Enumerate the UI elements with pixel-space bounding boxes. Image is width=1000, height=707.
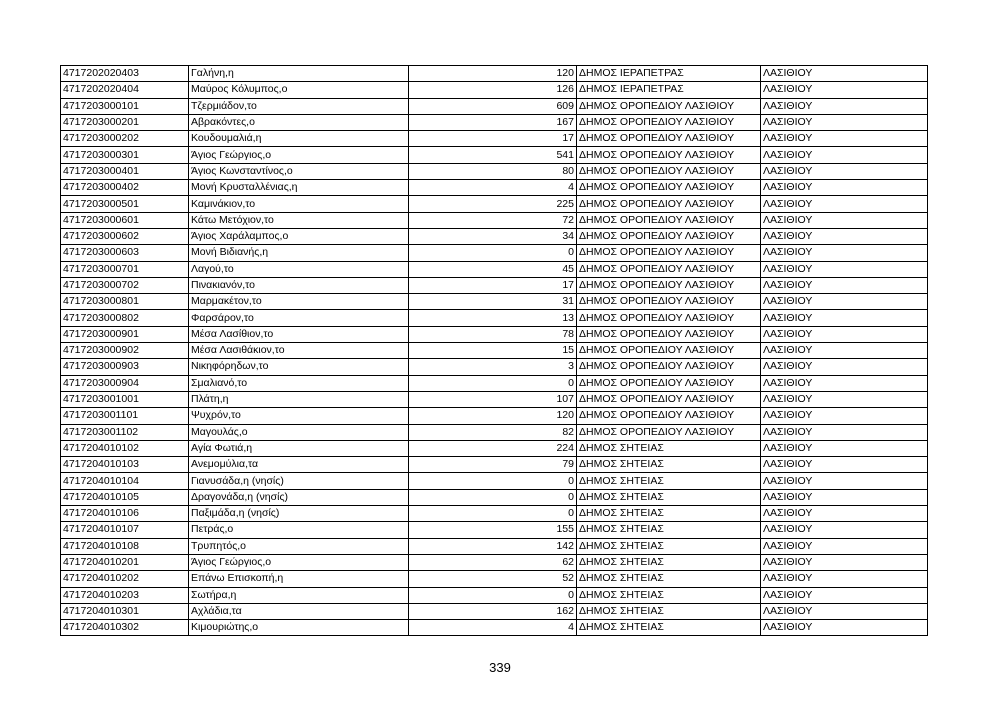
settlement-name-cell: Ανεμομύλια,τα: [189, 457, 409, 473]
municipality-cell: ΔΗΜΟΣ ΣΗΤΕΙΑΣ: [577, 603, 761, 619]
code-cell: 4717203000501: [61, 196, 189, 212]
code-cell: 4717203000802: [61, 310, 189, 326]
region-cell: ΛΑΣΙΘΙΟΥ: [761, 98, 928, 114]
table-row: [61, 424, 928, 440]
table-row: [61, 359, 928, 375]
settlement-name-cell: Μαγουλάς,ο: [189, 424, 409, 440]
municipality-cell: ΔΗΜΟΣ ΟΡΟΠΕΔΙΟΥ ΛΑΣΙΘΙΟΥ: [577, 245, 761, 261]
municipality-cell: ΔΗΜΟΣ ΟΡΟΠΕΔΙΟΥ ΛΑΣΙΘΙΟΥ: [577, 375, 761, 391]
settlement-name-cell: Μονή Βιδιανής,η: [189, 245, 409, 261]
code-cell: 4717204010106: [61, 506, 189, 522]
region-cell: ΛΑΣΙΘΙΟΥ: [761, 457, 928, 473]
municipality-cell: ΔΗΜΟΣ ΟΡΟΠΕΔΙΟΥ ΛΑΣΙΘΙΟΥ: [577, 212, 761, 228]
region-cell: ΛΑΣΙΘΙΟΥ: [761, 131, 928, 147]
population-cell: 72: [409, 212, 577, 228]
table-row: [61, 196, 928, 212]
region-cell: ΛΑΣΙΘΙΟΥ: [761, 489, 928, 505]
population-cell: 0: [409, 489, 577, 505]
municipality-cell: ΔΗΜΟΣ ΟΡΟΠΕΔΙΟΥ ΛΑΣΙΘΙΟΥ: [577, 114, 761, 130]
population-cell: 107: [409, 391, 577, 407]
municipality-cell: ΔΗΜΟΣ ΟΡΟΠΕΔΙΟΥ ΛΑΣΙΘΙΟΥ: [577, 261, 761, 277]
population-cell: 13: [409, 310, 577, 326]
municipality-cell: ΔΗΜΟΣ ΟΡΟΠΕΔΙΟΥ ΛΑΣΙΘΙΟΥ: [577, 147, 761, 163]
table-row: [61, 587, 928, 603]
municipality-cell: ΔΗΜΟΣ ΟΡΟΠΕΔΙΟΥ ΛΑΣΙΘΙΟΥ: [577, 196, 761, 212]
settlement-name-cell: Φαρσάρον,το: [189, 310, 409, 326]
settlement-name-cell: Νικηφόρηδων,το: [189, 359, 409, 375]
municipality-cell: ΔΗΜΟΣ ΟΡΟΠΕΔΙΟΥ ΛΑΣΙΘΙΟΥ: [577, 343, 761, 359]
table-row: [61, 408, 928, 424]
settlement-name-cell: Άγιος Χαράλαμπος,ο: [189, 228, 409, 244]
settlement-name-cell: Αγία Φωτιά,η: [189, 440, 409, 456]
municipality-cell: ΔΗΜΟΣ ΟΡΟΠΕΔΙΟΥ ΛΑΣΙΘΙΟΥ: [577, 277, 761, 293]
code-cell: 4717203000301: [61, 147, 189, 163]
population-cell: 62: [409, 554, 577, 570]
table-row: [61, 343, 928, 359]
table-row: [61, 326, 928, 342]
population-cell: 167: [409, 114, 577, 130]
table-row: [61, 310, 928, 326]
table-row: [61, 82, 928, 98]
settlement-name-cell: Αχλάδια,τα: [189, 603, 409, 619]
region-cell: ΛΑΣΙΘΙΟΥ: [761, 587, 928, 603]
settlement-name-cell: Λαγού,το: [189, 261, 409, 277]
population-cell: 17: [409, 277, 577, 293]
population-cell: 142: [409, 538, 577, 554]
region-cell: ΛΑΣΙΘΙΟΥ: [761, 603, 928, 619]
region-cell: ΛΑΣΙΘΙΟΥ: [761, 571, 928, 587]
table-row: [61, 554, 928, 570]
code-cell: 4717203000801: [61, 294, 189, 310]
table-row: [61, 620, 928, 636]
code-cell: 4717203000202: [61, 131, 189, 147]
region-cell: ΛΑΣΙΘΙΟΥ: [761, 408, 928, 424]
code-cell: 4717204010108: [61, 538, 189, 554]
municipality-cell: ΔΗΜΟΣ ΙΕΡΑΠΕΤΡΑΣ: [577, 66, 761, 82]
code-cell: 4717203000603: [61, 245, 189, 261]
code-cell: 4717204010201: [61, 554, 189, 570]
region-cell: ΛΑΣΙΘΙΟΥ: [761, 424, 928, 440]
settlement-name-cell: Σμαλιανό,το: [189, 375, 409, 391]
settlement-name-cell: Κουδουμαλιά,η: [189, 131, 409, 147]
code-cell: 4717203000904: [61, 375, 189, 391]
municipality-cell: ΔΗΜΟΣ ΣΗΤΕΙΑΣ: [577, 489, 761, 505]
code-cell: 4717204010105: [61, 489, 189, 505]
settlement-name-cell: Γαλήνη,η: [189, 66, 409, 82]
municipality-cell: ΔΗΜΟΣ ΟΡΟΠΕΔΙΟΥ ΛΑΣΙΘΙΟΥ: [577, 180, 761, 196]
table-row: [61, 114, 928, 130]
population-cell: 155: [409, 522, 577, 538]
region-cell: ΛΑΣΙΘΙΟΥ: [761, 620, 928, 636]
settlement-name-cell: Κιμουριώτης,ο: [189, 620, 409, 636]
settlement-name-cell: Τζερμιάδον,το: [189, 98, 409, 114]
table-row: [61, 131, 928, 147]
region-cell: ΛΑΣΙΘΙΟΥ: [761, 391, 928, 407]
code-cell: 4717203000903: [61, 359, 189, 375]
municipality-cell: ΔΗΜΟΣ ΟΡΟΠΕΔΙΟΥ ΛΑΣΙΘΙΟΥ: [577, 163, 761, 179]
table-row: [61, 212, 928, 228]
municipality-cell: ΔΗΜΟΣ ΟΡΟΠΕΔΙΟΥ ΛΑΣΙΘΙΟΥ: [577, 98, 761, 114]
region-cell: ΛΑΣΙΘΙΟΥ: [761, 522, 928, 538]
settlement-name-cell: Κάτω Μετόχιον,το: [189, 212, 409, 228]
region-cell: ΛΑΣΙΘΙΟΥ: [761, 163, 928, 179]
settlement-name-cell: Μαρμακέτον,το: [189, 294, 409, 310]
settlement-name-cell: Αβρακόντες,ο: [189, 114, 409, 130]
municipality-cell: ΔΗΜΟΣ ΟΡΟΠΕΔΙΟΥ ΛΑΣΙΘΙΟΥ: [577, 228, 761, 244]
code-cell: 4717203001001: [61, 391, 189, 407]
settlement-name-cell: Τρυπητός,ο: [189, 538, 409, 554]
municipality-cell: ΔΗΜΟΣ ΣΗΤΕΙΑΣ: [577, 620, 761, 636]
page-number: 339: [489, 660, 511, 675]
municipality-cell: ΔΗΜΟΣ ΟΡΟΠΕΔΙΟΥ ΛΑΣΙΘΙΟΥ: [577, 310, 761, 326]
table-row: [61, 391, 928, 407]
code-cell: 4717204010107: [61, 522, 189, 538]
settlement-name-cell: Άγιος Γεώργιος,ο: [189, 147, 409, 163]
code-cell: 4717203000402: [61, 180, 189, 196]
code-cell: 4717204010301: [61, 603, 189, 619]
region-cell: ΛΑΣΙΘΙΟΥ: [761, 375, 928, 391]
code-cell: 4717204010104: [61, 473, 189, 489]
population-cell: 0: [409, 587, 577, 603]
population-cell: 120: [409, 66, 577, 82]
municipality-cell: ΔΗΜΟΣ ΣΗΤΕΙΑΣ: [577, 440, 761, 456]
municipality-cell: ΔΗΜΟΣ ΣΗΤΕΙΑΣ: [577, 587, 761, 603]
code-cell: 4717203000201: [61, 114, 189, 130]
table-row: [61, 522, 928, 538]
region-cell: ΛΑΣΙΘΙΟΥ: [761, 66, 928, 82]
settlement-name-cell: Μέσα Λασίθιον,το: [189, 326, 409, 342]
population-cell: 15: [409, 343, 577, 359]
region-cell: ΛΑΣΙΘΙΟΥ: [761, 310, 928, 326]
table-row: [61, 180, 928, 196]
table-row: [61, 506, 928, 522]
population-cell: 609: [409, 98, 577, 114]
table-row: [61, 147, 928, 163]
table-row: [61, 163, 928, 179]
table-row: [61, 98, 928, 114]
region-cell: ΛΑΣΙΘΙΟΥ: [761, 180, 928, 196]
population-cell: 225: [409, 196, 577, 212]
population-cell: 79: [409, 457, 577, 473]
settlement-name-cell: Σωτήρα,η: [189, 587, 409, 603]
settlement-name-cell: Γιανυσάδα,η (νησίς): [189, 473, 409, 489]
region-cell: ΛΑΣΙΘΙΟΥ: [761, 196, 928, 212]
population-cell: 78: [409, 326, 577, 342]
municipality-cell: ΔΗΜΟΣ ΣΗΤΕΙΑΣ: [577, 506, 761, 522]
population-cell: 162: [409, 603, 577, 619]
code-cell: 4717203000602: [61, 228, 189, 244]
region-cell: ΛΑΣΙΘΙΟΥ: [761, 114, 928, 130]
code-cell: 4717203001101: [61, 408, 189, 424]
settlement-name-cell: Άγιος Γεώργιος,ο: [189, 554, 409, 570]
settlement-name-cell: Καμινάκιον,το: [189, 196, 409, 212]
population-cell: 31: [409, 294, 577, 310]
population-cell: 126: [409, 82, 577, 98]
population-cell: 224: [409, 440, 577, 456]
municipality-cell: ΔΗΜΟΣ ΣΗΤΕΙΑΣ: [577, 554, 761, 570]
region-cell: ΛΑΣΙΘΙΟΥ: [761, 506, 928, 522]
population-cell: 0: [409, 375, 577, 391]
table-row: [61, 277, 928, 293]
table-row: [61, 489, 928, 505]
table-row: [61, 228, 928, 244]
settlements-table: [60, 65, 928, 636]
population-cell: 17: [409, 131, 577, 147]
municipality-cell: ΔΗΜΟΣ ΟΡΟΠΕΔΙΟΥ ΛΑΣΙΘΙΟΥ: [577, 391, 761, 407]
settlement-name-cell: Ψυχρόν,το: [189, 408, 409, 424]
municipality-cell: ΔΗΜΟΣ ΟΡΟΠΕΔΙΟΥ ΛΑΣΙΘΙΟΥ: [577, 424, 761, 440]
table-row: [61, 440, 928, 456]
municipality-cell: ΔΗΜΟΣ ΟΡΟΠΕΔΙΟΥ ΛΑΣΙΘΙΟΥ: [577, 326, 761, 342]
municipality-cell: ΔΗΜΟΣ ΟΡΟΠΕΔΙΟΥ ΛΑΣΙΘΙΟΥ: [577, 131, 761, 147]
table-row: [61, 538, 928, 554]
code-cell: 4717203001102: [61, 424, 189, 440]
table-row: [61, 603, 928, 619]
municipality-cell: ΔΗΜΟΣ ΙΕΡΑΠΕΤΡΑΣ: [577, 82, 761, 98]
municipality-cell: ΔΗΜΟΣ ΟΡΟΠΕΔΙΟΥ ΛΑΣΙΘΙΟΥ: [577, 359, 761, 375]
settlement-name-cell: Μαύρος Κόλυμπος,ο: [189, 82, 409, 98]
region-cell: ΛΑΣΙΘΙΟΥ: [761, 343, 928, 359]
settlement-name-cell: Δραγονάδα,η (νησίς): [189, 489, 409, 505]
code-cell: 4717204010102: [61, 440, 189, 456]
table-row: [61, 245, 928, 261]
population-cell: 4: [409, 620, 577, 636]
municipality-cell: ΔΗΜΟΣ ΣΗΤΕΙΑΣ: [577, 522, 761, 538]
code-cell: 4717203000701: [61, 261, 189, 277]
table-row: [61, 571, 928, 587]
region-cell: ΛΑΣΙΘΙΟΥ: [761, 554, 928, 570]
region-cell: ΛΑΣΙΘΙΟΥ: [761, 212, 928, 228]
settlement-name-cell: Άγιος Κωνσταντίνος,ο: [189, 163, 409, 179]
table-row: [61, 457, 928, 473]
code-cell: 4717202020404: [61, 82, 189, 98]
population-cell: 4: [409, 180, 577, 196]
municipality-cell: ΔΗΜΟΣ ΣΗΤΕΙΑΣ: [577, 571, 761, 587]
region-cell: ΛΑΣΙΘΙΟΥ: [761, 538, 928, 554]
settlement-name-cell: Πινακιανόν,το: [189, 277, 409, 293]
population-cell: 0: [409, 245, 577, 261]
code-cell: 4717204010302: [61, 620, 189, 636]
region-cell: ΛΑΣΙΘΙΟΥ: [761, 326, 928, 342]
region-cell: ΛΑΣΙΘΙΟΥ: [761, 277, 928, 293]
code-cell: 4717203000101: [61, 98, 189, 114]
table-row: [61, 66, 928, 82]
population-cell: 0: [409, 506, 577, 522]
population-cell: 52: [409, 571, 577, 587]
region-cell: ΛΑΣΙΘΙΟΥ: [761, 228, 928, 244]
code-cell: 4717202020403: [61, 66, 189, 82]
code-cell: 4717204010103: [61, 457, 189, 473]
population-cell: 120: [409, 408, 577, 424]
code-cell: 4717203000401: [61, 163, 189, 179]
municipality-cell: ΔΗΜΟΣ ΣΗΤΕΙΑΣ: [577, 473, 761, 489]
population-cell: 80: [409, 163, 577, 179]
code-cell: 4717203000902: [61, 343, 189, 359]
population-cell: 0: [409, 473, 577, 489]
population-cell: 541: [409, 147, 577, 163]
code-cell: 4717203000702: [61, 277, 189, 293]
population-cell: 34: [409, 228, 577, 244]
table-row: [61, 473, 928, 489]
table-row: [61, 294, 928, 310]
code-cell: 4717203000901: [61, 326, 189, 342]
region-cell: ΛΑΣΙΘΙΟΥ: [761, 261, 928, 277]
code-cell: 4717203000601: [61, 212, 189, 228]
region-cell: ΛΑΣΙΘΙΟΥ: [761, 359, 928, 375]
table-row: [61, 261, 928, 277]
settlement-name-cell: Μονή Κρυσταλλένιας,η: [189, 180, 409, 196]
region-cell: ΛΑΣΙΘΙΟΥ: [761, 82, 928, 98]
region-cell: ΛΑΣΙΘΙΟΥ: [761, 440, 928, 456]
code-cell: 4717204010203: [61, 587, 189, 603]
municipality-cell: ΔΗΜΟΣ ΟΡΟΠΕΔΙΟΥ ΛΑΣΙΘΙΟΥ: [577, 294, 761, 310]
region-cell: ΛΑΣΙΘΙΟΥ: [761, 245, 928, 261]
municipality-cell: ΔΗΜΟΣ ΣΗΤΕΙΑΣ: [577, 457, 761, 473]
region-cell: ΛΑΣΙΘΙΟΥ: [761, 147, 928, 163]
region-cell: ΛΑΣΙΘΙΟΥ: [761, 473, 928, 489]
region-cell: ΛΑΣΙΘΙΟΥ: [761, 294, 928, 310]
population-cell: 82: [409, 424, 577, 440]
code-cell: 4717204010202: [61, 571, 189, 587]
settlement-name-cell: Μέσα Λασιθάκιον,το: [189, 343, 409, 359]
settlement-name-cell: Πετράς,ο: [189, 522, 409, 538]
table-row: [61, 375, 928, 391]
municipality-cell: ΔΗΜΟΣ ΣΗΤΕΙΑΣ: [577, 538, 761, 554]
municipality-cell: ΔΗΜΟΣ ΟΡΟΠΕΔΙΟΥ ΛΑΣΙΘΙΟΥ: [577, 408, 761, 424]
settlements-table-body: [61, 66, 928, 636]
settlement-name-cell: Πλάτη,η: [189, 391, 409, 407]
population-cell: 45: [409, 261, 577, 277]
settlement-name-cell: Παξιμάδα,η (νησίς): [189, 506, 409, 522]
population-cell: 3: [409, 359, 577, 375]
settlement-name-cell: Επάνω Επισκοπή,η: [189, 571, 409, 587]
